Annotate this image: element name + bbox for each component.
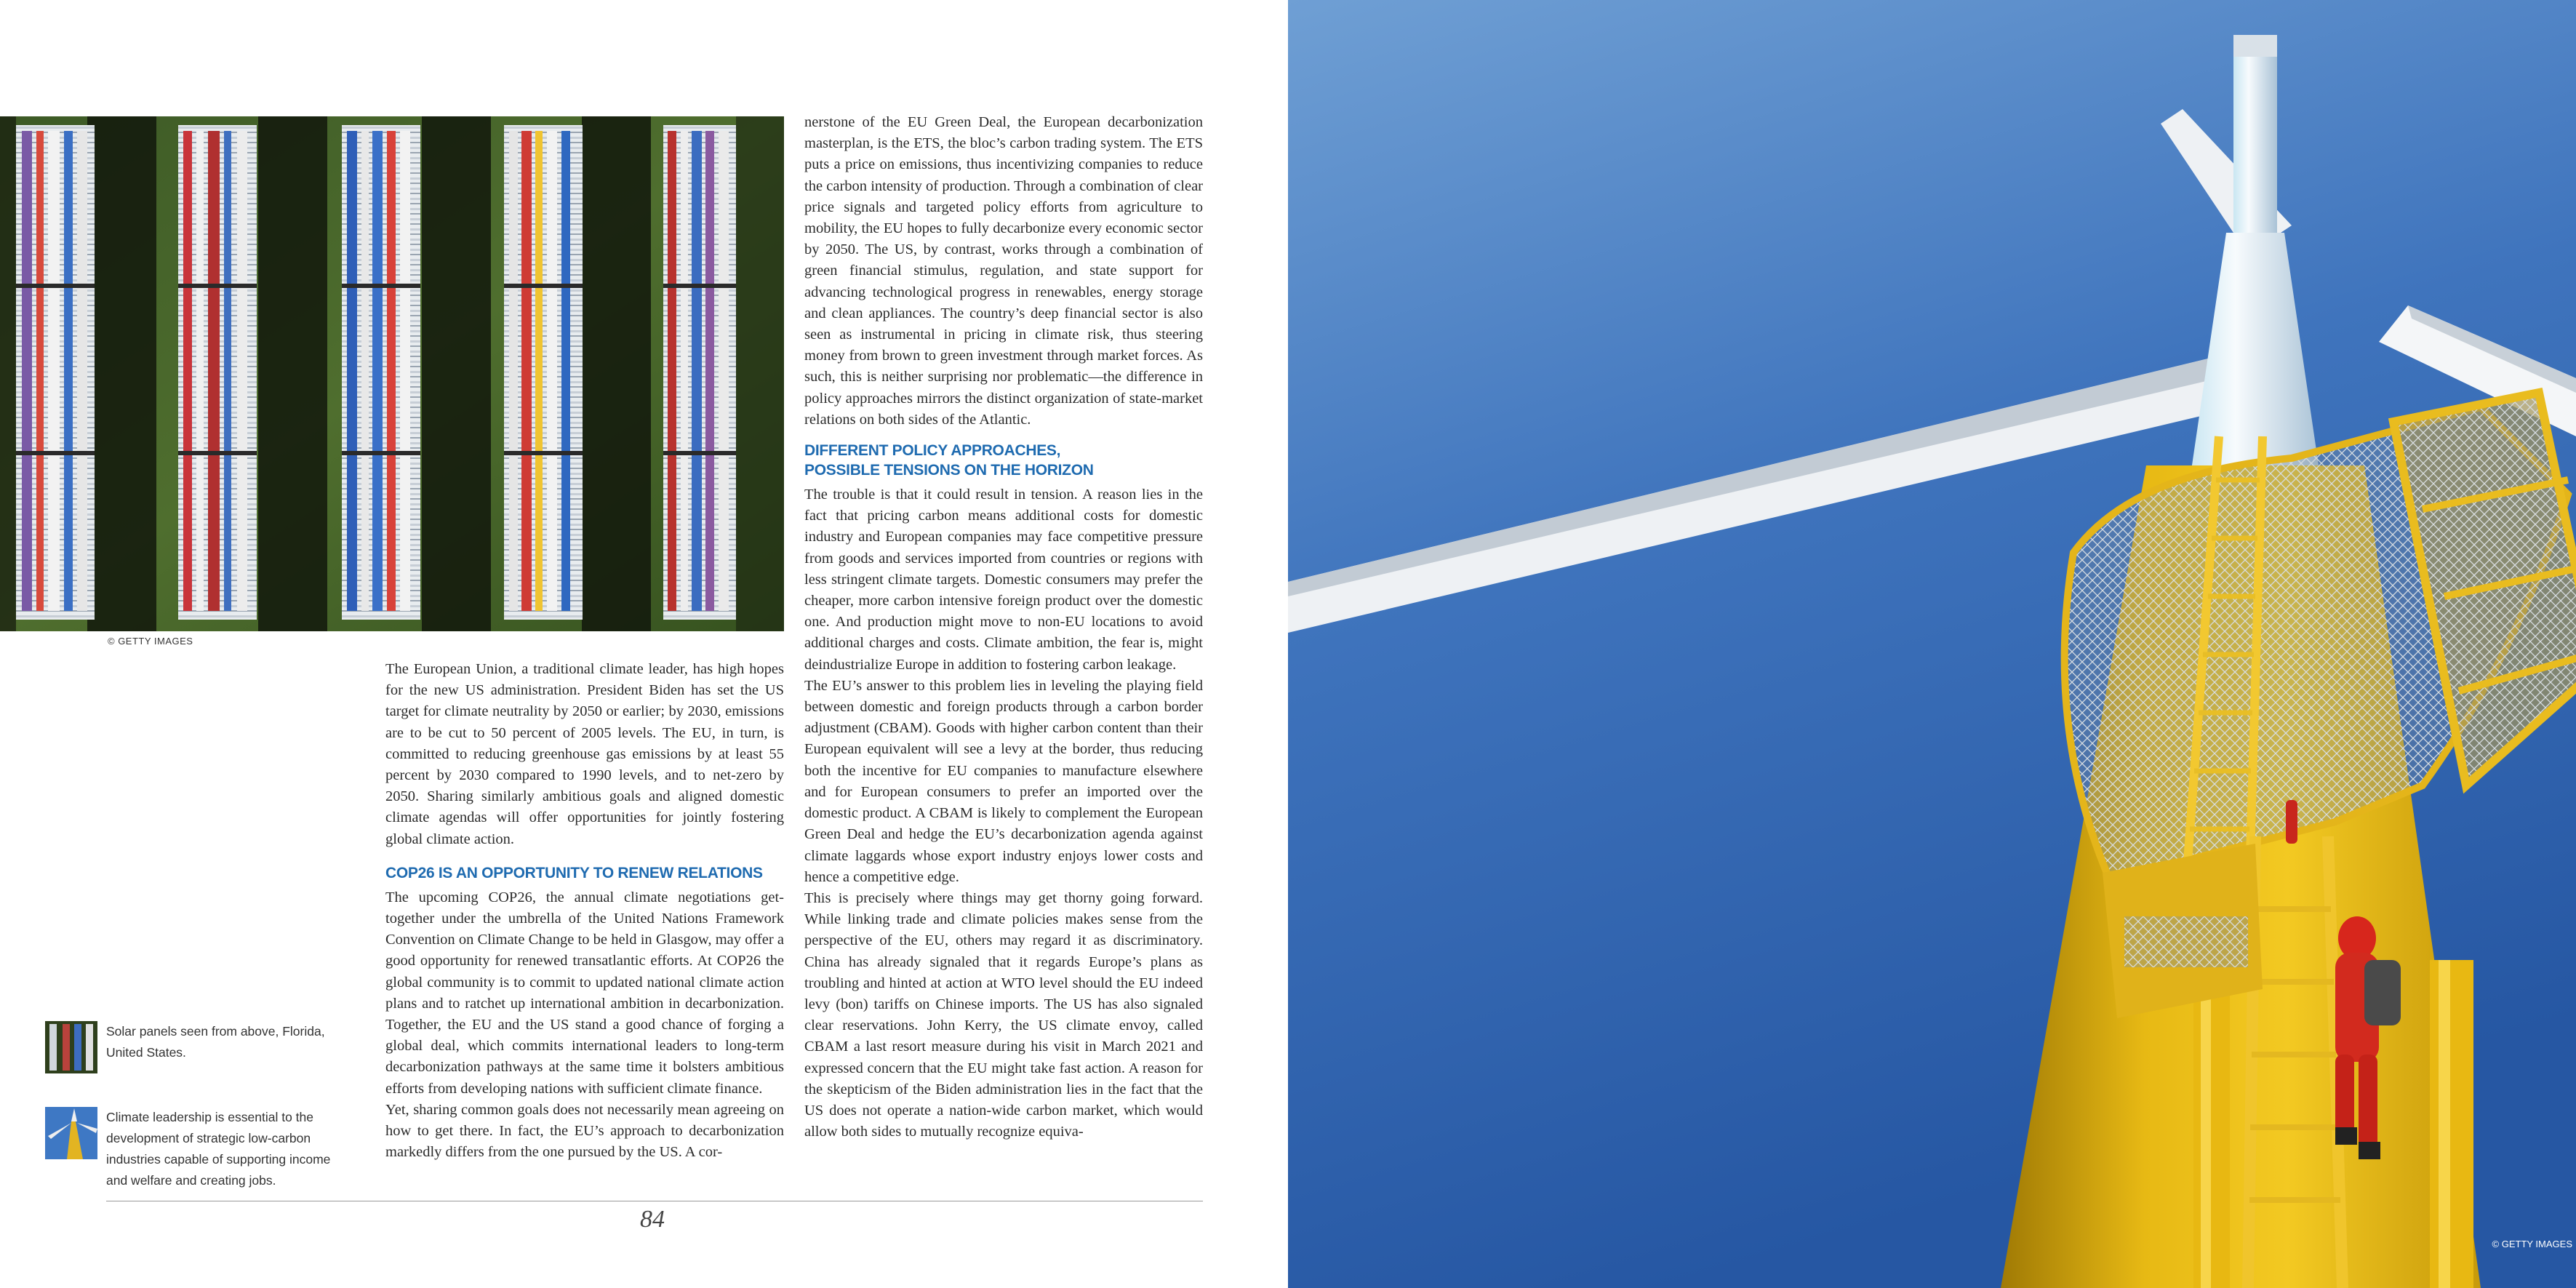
heading-line-2: POSSIBLE TENSIONS ON THE HORIZON <box>804 462 1094 479</box>
ets-paragraph: nerstone of the EU Green Deal, the European decarbonization masterplan, is the ETS, the bloc’s carbon trading system. The ETS puts a price on emissions, thus incentivizing companies to reduce the carbon intensity of production. Through a combination of clear price signals and targeted policy efforts from agriculture to mobility, the EU hopes to fully decarbonize every economic sector by 2050. The US, by contrast, works through a combination of green financial stimulus, regulation, and state support for advancing technological progress in renewables, energy storage and clean appliances. The country’s deep financial sector is also seen as instrumental in pricing in climate risk, thus steering money from brown to green investment through market forces. As such, this is neither surprising nor problematic—the difference in policy approaches mirrors the distinct organization of state-market relations on both sides of the Atlantic. <box>804 114 1203 428</box>
solar-panels-photo <box>0 116 784 631</box>
heading-line-1: DIFFERENT POLICY APPROACHES, <box>804 442 1061 460</box>
intro-paragraph: The European Union, a traditional climate leader, has high hopes for the new US administration. President Biden has set the US target for climate neutrality by 2050 or earlier; by 2030, emissions are to be cut to 50 percent of 2005 levels. The EU, in turn, is committed to reducing greenhouse gas emissions by at least 55 percent by 2030 compared to 1990 levels, and to net-zero by 2050. Sharing similarly ambitious goals and aligned domestic climate agendas will offer opportunities for jointly fostering global climate action. <box>385 661 784 847</box>
caption-solar <box>45 1021 346 1073</box>
right-page <box>1288 0 2576 1288</box>
caption-climate-text: Climate leadership is essential to the development of strategic low-carbon industries capable of supporting income and welfare and creating jobs. <box>106 1110 331 1188</box>
caption-solar-text: Solar panels seen from above, Florida, United States. <box>106 1024 325 1060</box>
right-text-column <box>804 112 1203 1143</box>
turbine-thumbnail <box>45 1107 97 1159</box>
cbam-paragraph: The EU’s answer to this problem lies in leveling the playing field between domestic and foreign products through a carbon border adjustment (CBAM). Goods with higher carbon content than their European equivalent will see a levy at the border, thus reducing both the incentive for EU companies to manufacture elsewhere and for European consumers to prefer an imported over the domestic product. A CBAM is likely to complement the European Green Deal and hedge the EU’s decarbonization agenda against climate laggards whose export industry enjoys lower costs and hence a competitive edge. <box>804 677 1203 885</box>
turbine-photo-credit: © GETTY IMAGES <box>2492 1239 2572 1249</box>
left-text-column <box>385 659 784 1163</box>
caption-climate <box>45 1107 346 1191</box>
approach-paragraph: Yet, sharing common goals does not necessarily mean agreeing on how to get there. In fact, the EU’s approach to decarbonization markedly differs from the one pursued by the US. A cor- <box>385 1101 784 1161</box>
cop26-heading: COP26 IS AN OPPORTUNITY TO RENEW RELATIONS <box>385 864 763 881</box>
policy-approaches-heading <box>804 441 1203 480</box>
solar-photo-credit: © GETTY IMAGES <box>108 636 193 647</box>
wind-turbine-photo <box>1288 0 2576 1288</box>
tension-paragraph: The trouble is that it could result in tension. A reason lies in the fact that pricing carbon means additional costs for domestic industry and European companies may face competitive pressure from goods and services imported from countries or regions with less stringent climate targets. Domestic consumers may prefer the cheaper, more carbon intensive foreign product over the domestic one. And production might move to non-EU locations to avoid additional charges and costs. Climate ambition, the fear is, might deindustrialize Europe in addition to fostering carbon leakage. <box>804 487 1203 673</box>
thorny-paragraph: This is precisely where things may get thorny going forward. While linking trade and climate policies makes sense from the perspective of the EU, others may regard it as discriminatory. China has already signaled that it regards Europe’s plans as troubling and hinted at action at WTO level should the EU indeed levy (bon) tariffs on Chinese imports. The US has also signaled clear reservations. John Kerry, the US climate envoy, called CBAM a last resort measure during his visit in March 2021 and expressed concern that the EU might take fast action. A reason for the skepticism of the Biden administration lies in the fact that the US does not operate a nation-wide carbon market, which would allow both sides to mutually recognize equiva- <box>804 889 1203 1140</box>
cop26-paragraph: The upcoming COP26, the annual climate negotiations get-together under the umbrella of the United Nations Framework Convention on Climate Change to be held in Glasgow, may offer a good opportunity for renewed transatlantic efforts. At COP26 the global community is to commit to updated national climate action plans and to ratchet up international ambition in decarbonization. Together, the EU and the US stand a good chance of forging a global deal, which commits international leaders to long-term decarbonization pathways at the same time it bolsters ambitious efforts from developing nations with sufficient climate finance. <box>385 889 784 1097</box>
solar-thumbnail <box>45 1021 97 1073</box>
page-number: 84 <box>640 1206 665 1233</box>
